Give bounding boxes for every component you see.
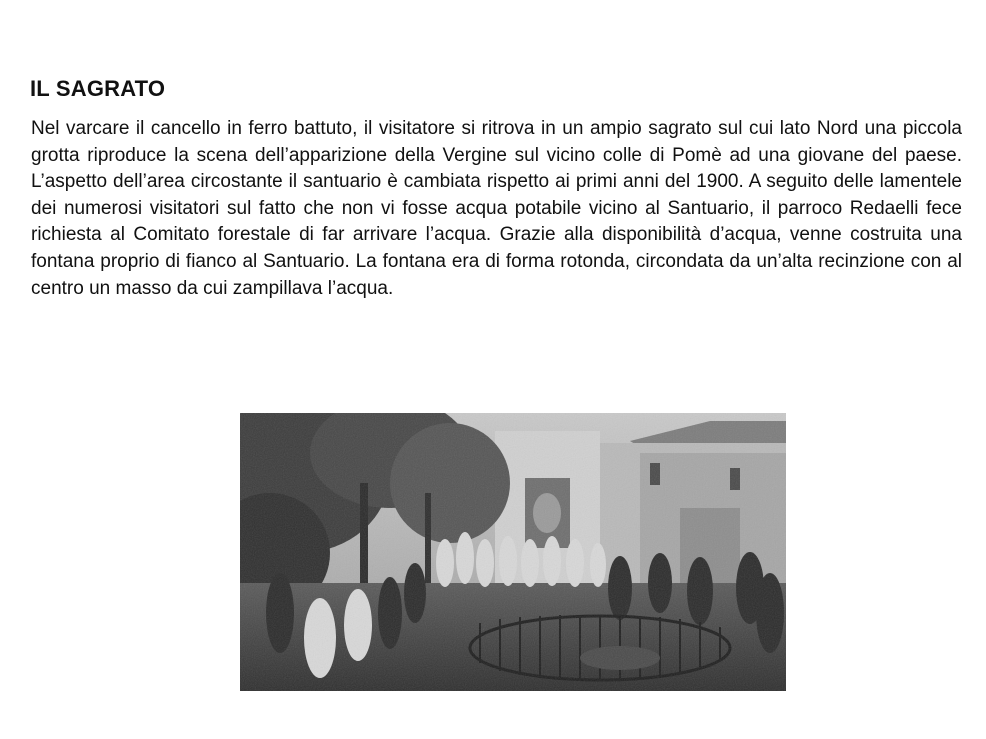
page-title: IL SAGRATO: [30, 76, 166, 101]
body-paragraph: Nel varcare il cancello in ferro battuto, il visitatore si ritrova in un ampio sagrato sul cui lato Nord una piccola grotta riproduce la scena dell’apparizione della Vergine sul vicino colle di Pomè ad una giovane del paese. L’aspetto dell’area circostante il santuario è cambiata rispetto ai primi anni del 1900. A seguito delle lamentele dei numerosi visitatori sul fatto che non vi fosse acqua potabile vicino al Santuario, il parroco Redaelli fece richiesta al Comitato forestale di far arrivare l’acqua. Grazie alla disponibilità d’acqua, venne costruita una fontana proprio di fianco al Santuario. La fontana era di forma rotonda, circondata da un’alta recinzione con al centro un masso da cui zampillava l’acqua.: [31, 118, 962, 299]
photo-illustration: [240, 413, 786, 691]
historical-photo-sagrato: [240, 413, 786, 691]
